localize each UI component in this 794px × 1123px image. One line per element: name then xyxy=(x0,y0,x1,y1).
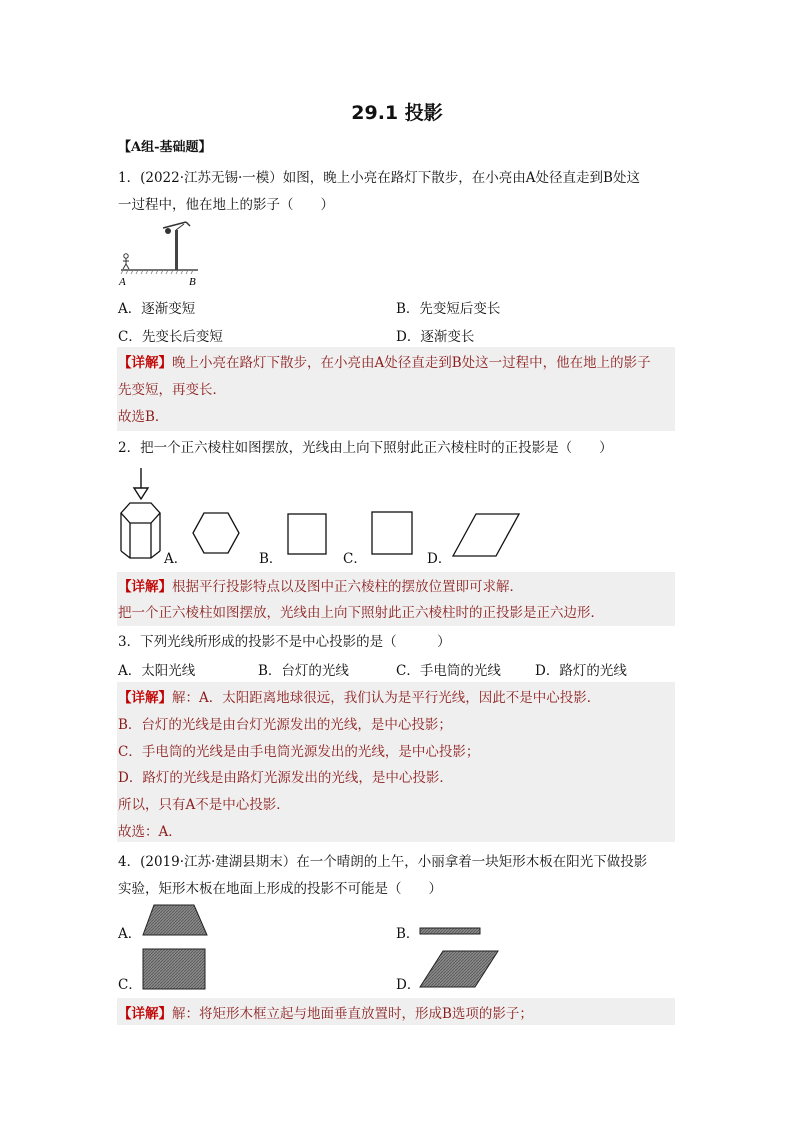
q4-parallelogram-shape[interactable] xyxy=(419,950,499,988)
q2-square-shape-b[interactable] xyxy=(287,513,327,555)
section-heading: 【A组-基础题】 xyxy=(118,140,212,155)
q3-answer-line6: 故选：A． xyxy=(118,824,182,840)
q3-answer-line4: D．路灯的光线是由路灯光源发出的光线，是中心投影． xyxy=(118,770,453,786)
q3-answer-box xyxy=(117,682,675,842)
q1-label-b: B xyxy=(189,276,196,288)
q1-label-a: A xyxy=(119,276,126,288)
q2-label-a[interactable]: A． xyxy=(164,551,188,567)
q4-label-b[interactable]: B． xyxy=(396,926,420,942)
q4-answer-line1: 解：将矩形木框立起与地面垂直放置时，形成B选项的影子； xyxy=(172,1006,533,1022)
q4-label-a[interactable]: A． xyxy=(118,926,142,942)
q1-option-d[interactable]: D．逐渐变长 xyxy=(396,329,475,345)
q3-option-b[interactable]: B．台灯的光线 xyxy=(258,663,349,679)
q4-stem-line2: 实验，矩形木板在地面上形成的投影不可能是（ ） xyxy=(118,881,442,897)
q1-answer-line3: 故选B． xyxy=(118,409,169,425)
q4-thin-strip-shape[interactable] xyxy=(419,927,481,935)
q2-answer-box xyxy=(117,572,675,626)
q1-answer-line1: 晚上小亮在路灯下散步，在小亮由A处径直走到B处这一过程中，他在地上的影子 xyxy=(172,355,651,371)
q3-option-d[interactable]: D．路灯的光线 xyxy=(535,663,627,679)
q4-stem-line1: 4．(2019·江苏·建湖县期末）在一个晴朗的上午，小丽拿着一块矩形木板在阳光下做投影 xyxy=(118,854,648,870)
q1-option-a[interactable]: A．逐渐变短 xyxy=(118,301,196,317)
answer-tag: 【详解】 xyxy=(118,579,172,595)
q2-answer-line1: 根据平行投影特点以及图中正六棱柱的摆放位置即可求解． xyxy=(172,579,523,595)
q2-answer-line2: 把一个正六棱柱如图摆放，光线由上向下照射此正六棱柱时的正投影是正六边形． xyxy=(118,605,604,621)
q2-hexagon-shape[interactable] xyxy=(192,512,240,554)
q2-stem: 2．把一个正六棱柱如图摆放，光线由上向下照射此正六棱柱时的正投影是（ ） xyxy=(118,440,613,456)
q3-stem: 3．下列光线所形成的投影不是中心投影的是（ ） xyxy=(118,634,451,650)
q4-answer-box xyxy=(117,998,675,1025)
q1-stem-line1: 1．(2022·江苏无锡·一模）如图，晚上小亮在路灯下散步，在小亮由A处径直走到B处这 xyxy=(118,170,640,186)
answer-tag: 【详解】 xyxy=(118,690,172,706)
q2-prism-figure xyxy=(118,466,164,560)
q1-answer-line2: 先变短，再变长． xyxy=(118,382,226,398)
q4-square-shape[interactable] xyxy=(142,948,206,990)
q1-answer-box xyxy=(117,347,675,431)
q3-answer-line2: B．台灯的光线是由台灯光源发出的光线，是中心投影； xyxy=(118,717,452,733)
q4-label-d[interactable]: D． xyxy=(396,977,421,993)
q3-answer-line5: 所以，只有A不是中心投影． xyxy=(118,797,290,813)
q2-square-shape-c[interactable] xyxy=(371,511,413,555)
q1-stem-line2: 一过程中，他在地上的影子（ ） xyxy=(118,197,334,213)
q3-option-c[interactable]: C．手电筒的光线 xyxy=(396,663,501,679)
q4-trapezoid-shape[interactable] xyxy=(142,904,208,936)
answer-tag: 【详解】 xyxy=(118,355,172,371)
q4-label-c[interactable]: C． xyxy=(118,977,142,993)
q2-label-b[interactable]: B． xyxy=(259,551,283,567)
q3-option-a[interactable]: A．太阳光线 xyxy=(118,663,196,679)
q3-answer-line3: C．手电筒的光线是由手电筒光源发出的光线，是中心投影； xyxy=(118,744,480,760)
q2-parallelogram-shape[interactable] xyxy=(452,513,520,557)
answer-tag: 【详解】 xyxy=(118,1006,172,1022)
q2-label-d[interactable]: D． xyxy=(427,551,452,567)
q1-option-c[interactable]: C．先变长后变短 xyxy=(118,329,223,345)
q3-answer-line1: 解：A．太阳距离地球很远，我们认为是平行光线，因此不是中心投影． xyxy=(172,690,601,706)
page-title: 29.1 投影 xyxy=(351,102,443,124)
q1-streetlight-figure xyxy=(118,218,200,288)
q1-option-b[interactable]: B．先变短后变长 xyxy=(396,301,501,317)
q2-label-c[interactable]: C． xyxy=(343,551,367,567)
